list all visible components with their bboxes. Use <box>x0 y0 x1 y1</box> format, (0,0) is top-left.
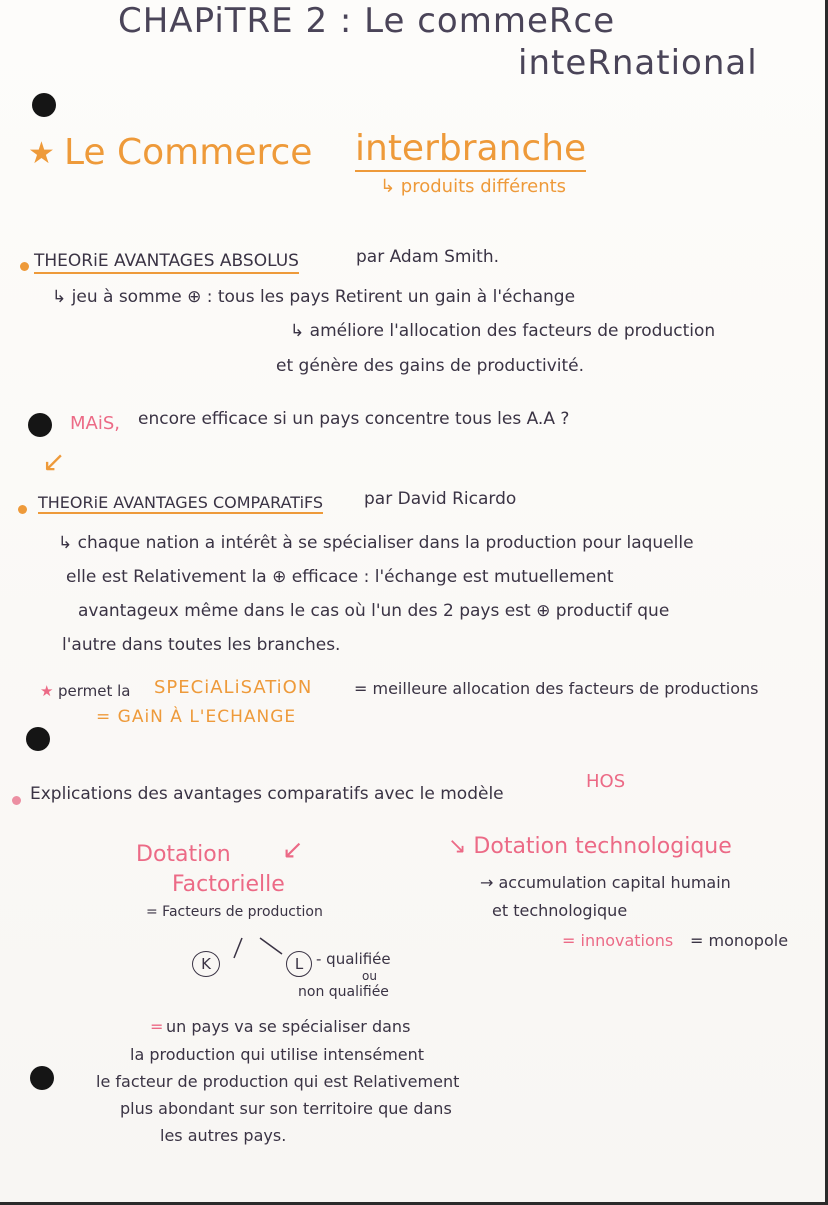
conclusion-line5: les autres pays. <box>160 1126 287 1145</box>
star-icon: ★ <box>40 682 54 700</box>
conclusion-line4: plus abondant sur son territoire que dans <box>120 1099 452 1118</box>
dotation-factorielle-title1: Dotation <box>136 842 231 867</box>
hos-explanation: Explications des avantages comparatifs avec le modèle <box>30 784 504 804</box>
labour-qualified: - qualifiée <box>316 950 391 968</box>
dotation-factorielle-title2: Factorielle <box>172 872 285 897</box>
tech-line1: → accumulation capital humain <box>480 873 731 892</box>
theory2-line2: elle est Relativement la ⊕ efficace : l'échange est mutuellement <box>66 567 614 587</box>
binder-hole <box>30 1066 54 1090</box>
tech-innovations: = innovations <box>562 931 674 950</box>
dotation-technologique-title: ↘ Dotation technologique <box>448 834 732 859</box>
mais-keyword: MAiS, <box>70 413 120 434</box>
capital-k-circle: K <box>192 951 220 977</box>
theory2-author: par David Ricardo <box>364 489 517 509</box>
labour-non-qualified: non qualifiée <box>298 984 389 1000</box>
theory1-author: par Adam Smith. <box>356 247 500 267</box>
facteurs-production-def: = Facteurs de production <box>146 904 323 920</box>
or-word: ou <box>362 969 377 983</box>
theory1-line3: et génère des gains de productivité. <box>276 356 585 376</box>
theory1-line2: ↳ améliore l'allocation des facteurs de production <box>290 321 716 341</box>
labour-l-circle: L <box>286 951 312 977</box>
binder-hole <box>26 727 50 751</box>
specialisation-definition: = meilleure allocation des facteurs de productions <box>354 679 759 698</box>
conclusion-line2: la production qui utilise intensément <box>130 1045 425 1064</box>
chapter-title-line2: inteRnational <box>518 43 758 83</box>
arrow-down-left-icon: ↙ <box>282 835 304 865</box>
chapter-title-line1: CHAPiTRE 2 : Le commeRce <box>118 1 616 41</box>
conclusion-line3: le facteur de production qui est Relativement <box>96 1072 460 1091</box>
binder-hole <box>32 93 56 117</box>
section-subtitle: ↳ produits différents <box>380 176 567 197</box>
bullet-icon <box>20 262 29 271</box>
theory2-line1: ↳ chaque nation a intérêt à se spécialiser dans la production pour laquelle <box>58 533 694 553</box>
bullet-icon <box>12 796 21 805</box>
specialisation-intro: permet la <box>58 682 131 700</box>
gain-echange: = GAiN À L'ECHANGE <box>96 707 297 727</box>
section-heading: Le Commerce <box>64 132 313 173</box>
section-heading-underlined: interbranche <box>355 128 586 172</box>
theory1-line1: ↳ jeu à somme ⊕ : tous les pays Retirent un gain à l'échange <box>52 287 576 307</box>
equals-sign: = <box>150 1017 164 1036</box>
tech-line2: et technologique <box>492 901 628 920</box>
theory2-label: THEORiE AVANTAGES COMPARATiFS <box>38 494 323 514</box>
hos-keyword: HOS <box>586 771 626 792</box>
question-text: encore efficace si un pays concentre tous les A.A ? <box>138 409 570 429</box>
curved-arrow-icon: ↙ <box>42 445 66 478</box>
theory2-line4: l'autre dans toutes les branches. <box>62 635 341 655</box>
binder-hole <box>28 413 52 437</box>
conclusion-line1: un pays va se spécialiser dans <box>166 1017 411 1036</box>
bullet-icon <box>18 505 27 514</box>
tech-monopole: = monopole <box>690 931 789 950</box>
specialisation-keyword: SPECiALiSATiON <box>154 677 313 698</box>
theory2-line3: avantageux même dans le cas où l'un des 2 pays est ⊕ productif que <box>78 601 670 621</box>
theory1-label: THEORiE AVANTAGES ABSOLUS <box>34 252 299 274</box>
star-icon: ★ <box>28 136 55 171</box>
